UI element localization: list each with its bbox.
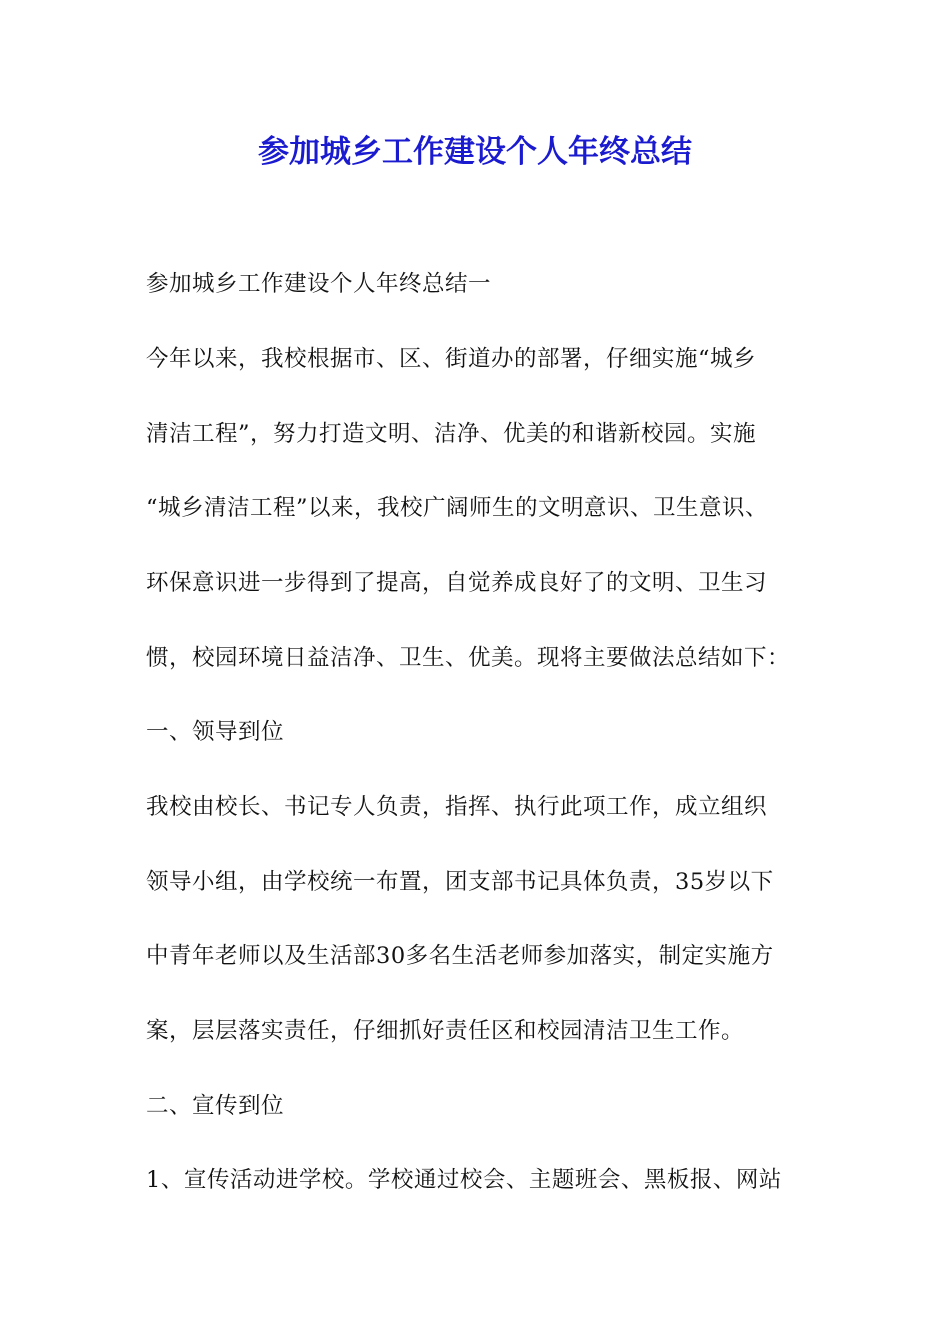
paragraph-line: 我校由校长、书记专人负责，指挥、执行此项工作，成立组织 — [146, 794, 768, 820]
section-heading-publicity: 二、宣传到位 — [146, 1093, 285, 1119]
section-heading-summary-one: 参加城乡工作建设个人年终总结一 — [146, 271, 492, 297]
paragraph-line: 今年以来，我校根据市、区、街道办的部署，仔细实施“城乡 — [146, 346, 757, 372]
document-title: 参加城乡工作建设个人年终总结 — [258, 134, 692, 170]
paragraph-line: 领导小组，由学校统一布置，团支部书记具体负责，35岁以下 — [146, 869, 774, 895]
paragraph-line: 中青年老师以及生活部30多名生活老师参加落实，制定实施方 — [146, 943, 774, 969]
section-heading-leadership: 一、领导到位 — [146, 719, 285, 745]
paragraph-line: 环保意识进一步得到了提高，自觉养成良好了的文明、卫生习 — [146, 570, 768, 596]
paragraph-line: “城乡清洁工程”以来，我校广阔师生的文明意识、卫生意识、 — [146, 495, 769, 521]
paragraph-line: 清洁工程”，努力打造文明、洁净、优美的和谐新校园。实施 — [146, 421, 757, 447]
paragraph-line: 案，层层落实责任，仔细抓好责任区和校园清洁卫生工作。 — [146, 1018, 745, 1044]
paragraph-line: 1、宣传活动进学校。学校通过校会、主题班会、黑板报、网站 — [146, 1167, 782, 1193]
paragraph-line: 惯，校园环境日益洁净、卫生、优美。现将主要做法总结如下： — [146, 645, 791, 671]
